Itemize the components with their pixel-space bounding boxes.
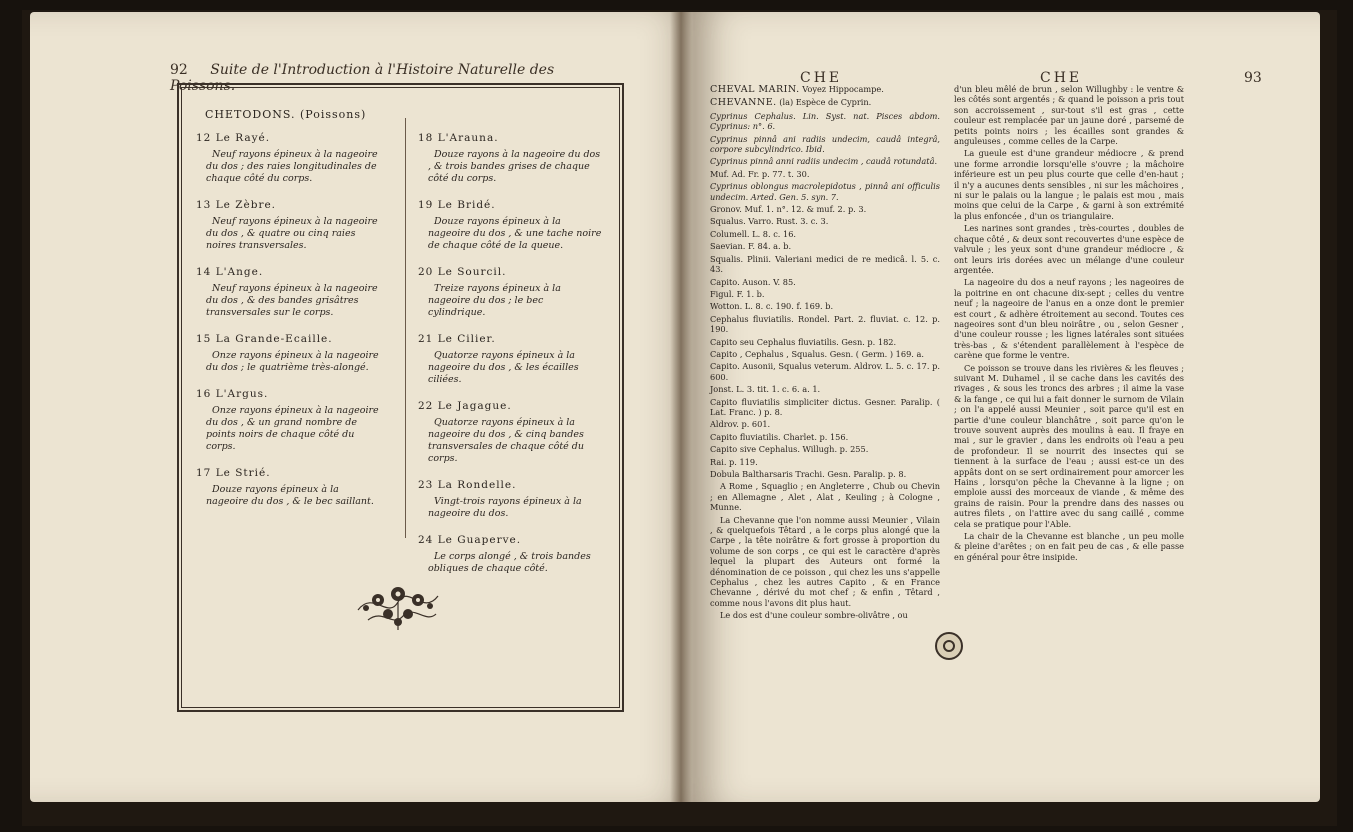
species-entry (196, 388, 381, 453)
species-entry (418, 132, 603, 185)
section-title: CHETODONS. (Poissons) (205, 108, 367, 121)
left-column-2 (418, 132, 603, 589)
paragraph (710, 301, 940, 311)
text: Dobula Baltharsaris Trachi. Gesn. Paralip. p. 8. (710, 469, 907, 479)
paragraph (710, 97, 940, 108)
paragraph (710, 457, 940, 467)
text: Squalus. Varro. Rust. 3. c. 3. (710, 216, 829, 227)
text: Gronov. Muf. 1. n°. 12. & muf. 2. p. 3. (710, 204, 867, 215)
text: Squalis. Plinii. Valeriani medici de re medicâ. l. 5. c. 43. (710, 253, 940, 275)
species-entry (418, 479, 603, 520)
species-title: 14 L'Ange. (196, 266, 264, 278)
species-entry (418, 266, 603, 319)
species-description: Neuf rayons épineux à la nageoire du dos , & quatre ou cinq raies noires transversales. (206, 216, 378, 251)
species-description: Neuf rayons épineux à la nageoire du dos ; des raies longitudinales de chaque côté du corps. (206, 149, 378, 184)
right-column-1 (710, 84, 940, 623)
species-title: 18 L'Arauna. (418, 132, 499, 144)
species-entry (196, 132, 381, 185)
species-description: Neuf rayons épineux à la nageoire du dos , & des bandes grisâtres transversales sur le corps. (206, 283, 378, 318)
paragraph (710, 515, 940, 609)
paragraph (710, 384, 940, 394)
species-entry (196, 199, 381, 252)
species-description: Quatorze rayons épineux à la nageoire du dos , & les écailles ciliées. (428, 350, 579, 385)
text: Figul. F. 1. b. (710, 288, 765, 299)
body-text: A Rome , Squaglio ; en Angleterre , Chub ou Chevin ; en Allemagne , Alet , Alat , Keuling ; à Cologne , Munne. (710, 481, 940, 513)
body-text: Le dos est d'une couleur sombre-olivâtre , ou (720, 610, 908, 621)
text: Saevian. F. 84. a. b. (710, 241, 792, 252)
paragraph (710, 432, 940, 442)
species-title: 24 Le Guaperve. (418, 534, 522, 546)
paragraph (710, 361, 940, 382)
paragraph (710, 156, 940, 166)
species-description: Vingt-trois rayons épineux à la nageoire du dos. (428, 496, 582, 519)
text: Aldrov. p. 601. (710, 419, 771, 430)
paragraph (954, 223, 1184, 275)
text: d'un bleu mêlé de brun , selon Willughby : le ventre & les côtés sont argentés ; & quand le poisson a pris tout son accroissement , sur-tout s'il est gras , cette couleur est remplacée par un jaune doré , parsemé de petits points noirs ; les écailles sont grandes & anguleuses , comme celles de la Carpe. (954, 84, 1184, 147)
floral-ornament-icon (348, 570, 448, 634)
paragraph (710, 254, 940, 275)
species-entry (418, 333, 603, 386)
text: Capito. Ausonii, Squalus veterum. Aldrov. L. 5. c. 17. p. 600. (710, 361, 940, 382)
running-head-left-word: CHE (800, 70, 843, 86)
species-description: Treize rayons épineux à la nageoire du dos ; le bec cylindrique. (428, 283, 561, 318)
species-title: 12 Le Rayé. (196, 132, 271, 144)
gutter (670, 12, 692, 802)
species-description: Douze rayons épineux à la nageoire du dos , & une tache noire de chaque côté de la queue. (428, 216, 602, 251)
species-title: 15 La Grande-Ecaille. (196, 333, 333, 345)
species-title: 22 Le Jagague. (418, 400, 512, 412)
paragraph (710, 419, 940, 429)
column-divider (405, 118, 406, 538)
paragraph (710, 241, 940, 251)
paragraph (954, 531, 1184, 562)
species-entry (418, 400, 603, 465)
left-running-title: Suite de l'Introduction à l'Histoire Naturelle des Poissons. (170, 62, 555, 94)
paragraph (954, 363, 1184, 530)
body-text: Ce poisson se trouve dans les rivières & les fleuves ; suivant M. Duhamel , il se cache dans les cavités des rivages , & sous les troncs des arbres ; il aime la vase & la fange , ce qui lui a fait donner le surnom de Vilain ; on l'a appelé aussi Meunier , soit parce qu'il est en partie d'une couleur blanchâtre , soit parce qu'on le trouve souvent auprès des moulins à eau. Il fraye en mai , sur le gravier , dans les endroits où l'eau a peu de profondeur. Il se nourrit des insectes qui se tiennent à la surface de l'eau ; aussi est-ce un des appâts dont on se sert ordinairement pour amorcer les Hains , lorsqu'on pêche la Chevanne à la ligne ; on emploie aussi des morceaux de viande , & même des grains de raisin. Pour la prendre dans des nasses ou autres filets , on l'attire avec du sang caillé , comme cela se pratique pour l'Able. (954, 362, 1184, 529)
species-entry (196, 266, 381, 319)
paragraph (710, 337, 940, 347)
species-title: 16 L'Argus. (196, 388, 269, 400)
left-column-1 (196, 132, 381, 522)
headword: CHEVANNE. (710, 97, 777, 109)
species-description: Le corps alongé , & trois bandes obliques de chaque côté. (428, 551, 591, 574)
paragraph (710, 204, 940, 214)
text: Capito seu Cephalus fluviatilis. Gesn. p. 182. (710, 336, 897, 347)
citation: Cyprinus pinnâ ani radiis undecim, caudâ integrâ, corpore subcylindrico. Ibid. (710, 133, 940, 155)
paragraph (710, 181, 940, 202)
citation: Cyprinus Cephalus. Lin. Syst. nat. Pisces abdom. Cyprinus: n°. 6. (710, 110, 940, 132)
body-text: La nageoire du dos a neuf rayons ; les nageoires de la poitrine en ont chacune dix-sept ; celles du ventre neuf ; la nageoire de l'anus en a onze dont le premier est court , & adhère étroitement au second. Toutes ces nageoires sont d'un bleu noirâtre , ou , selon Gesner , d'une couleur rousse ; les lignes latérales sont situées très-bas , & s'étendent parallèlement à l'espèce de carène que forme le ventre. (954, 277, 1184, 361)
paragraph (954, 84, 1184, 146)
species-title: 19 Le Bridé. (418, 199, 496, 211)
body-text: La Chevanne que l'on nomme aussi Meunier , Vilain , & quelquefois Têtard , a le corps plus alongé que la Carpe , la tête noirâtre & fort grosse à proportion du volume de son corps , ce qui est le caractère d'après lequel la plupart des Auteurs ont formé la dénomination de ce poisson , qui chez les uns s'appelle Cephalus , chez les autres Capito , & en France Chevanne , dérivé du mot chef ; & enfin , Têtard , comme nous l'avons dit plus haut. (710, 514, 940, 608)
text: Capito. Auson. V. 85. (710, 276, 796, 287)
citation: Cyprinus pinnâ anni radiis undecim , caudâ rotundatâ. (710, 156, 938, 167)
text: Columell. L. 8. c. 16. (710, 228, 797, 239)
right-page-number: 93 (1244, 70, 1262, 86)
paragraph (710, 134, 940, 155)
body-text: La chair de la Chevanne est blanche , un peu molle & pleine d'arêtes ; on en fait peu de cas , & elle passe en général pour être insipide. (954, 531, 1184, 562)
text: Capito sive Cephalus. Willugh. p. 255. (710, 444, 869, 455)
right-column-2 (954, 84, 1184, 564)
text: Capito fluviatilis simpliciter dictus. Gesner. Paralip. ( Lat. Franc. ) p. 8. (710, 396, 940, 417)
body-text: Les narines sont grandes , très-courtes , doubles de chaque côté , & deux sont recouvertes d'une espèce de valvule ; les yeux sont d'une grandeur médiocre , & ont leurs iris dorées avec un mélange d'une couleur argentée. (954, 223, 1184, 275)
headword: CHEVAL MARIN. (710, 84, 800, 95)
paragraph (710, 169, 940, 179)
paragraph (710, 444, 940, 454)
paragraph (710, 397, 940, 418)
paragraph (710, 111, 940, 132)
running-head-right-word: CHE (1040, 70, 1083, 86)
species-description: Douze rayons à la nageoire du dos , & trois bandes grises de chaque côté du corps. (428, 149, 601, 184)
paragraph (710, 229, 940, 239)
paragraph (710, 349, 940, 359)
paragraph (710, 469, 940, 479)
paragraph (710, 610, 940, 620)
species-description: Onze rayons épineux à la nageoire du dos , & un grand nombre de points noirs de chaque côté du corps. (206, 405, 379, 452)
species-description: Quatorze rayons épineux à la nageoire du dos , & cinq bandes transversales de chaque côté du corps. (428, 417, 585, 464)
citation: Cyprinus oblongus macrolepidotus , pinnâ ani officulis undecim. Arted. Gen. 5. syn. 7. (710, 181, 940, 202)
text: Capito , Cephalus , Squalus. Gesn. ( Germ. ) 169. a. (710, 348, 924, 359)
text: Rai. p. 119. (710, 456, 758, 467)
species-entry (196, 333, 381, 374)
body-text: La gueule est d'une grandeur médiocre , & prend une forme arrondie lorsqu'elle s'ouvre ; la mâchoire inférieure est un peu plus courte que celle d'en-haut ; il n'y a aucunes dents sensibles , ni sur les mâchoires , ni sur le palais ou la langue ; le palais est mou , mais moins que celui de la Carpe , & garni à son extrémité la plus enfoncée , d'un os triangulaire. (954, 148, 1184, 221)
paragraph (710, 216, 940, 226)
text: Jonst. L. 3. tit. 1. c. 6. a. 1. (710, 384, 821, 395)
paragraph (710, 277, 940, 287)
species-entry (418, 534, 603, 575)
text: (la) Espèce de Cyprin. (776, 97, 872, 108)
library-stamp-icon (935, 632, 963, 660)
species-title: 23 La Rondelle. (418, 479, 517, 491)
paragraph (954, 148, 1184, 221)
paragraph (710, 314, 940, 335)
species-description: Onze rayons épineux à la nageoire du dos ; le quatrième très-alongé. (206, 350, 379, 373)
text: Voyez Hippocampe. (799, 84, 884, 94)
paragraph (954, 277, 1184, 360)
species-entry (418, 199, 603, 252)
paragraph (710, 481, 940, 512)
text: Cephalus fluviatilis. Rondel. Part. 2. fluviat. c. 12. p. 190. (710, 313, 940, 335)
left-page-number: 92 (170, 62, 188, 78)
species-title: 20 Le Sourcil. (418, 266, 507, 278)
species-title: 21 Le Cilier. (418, 333, 496, 345)
species-title: 13 Le Zèbre. (196, 199, 277, 211)
text: Capito fluviatilis. Charlet. p. 156. (710, 431, 849, 442)
species-title: 17 Le Strié. (196, 467, 271, 479)
paragraph (710, 84, 940, 95)
paragraph (710, 289, 940, 299)
text: Muf. Ad. Fr. p. 77. t. 30. (710, 168, 810, 179)
species-entry (196, 467, 381, 508)
text: Wotton. L. 8. c. 190. f. 169. b. (710, 301, 834, 312)
species-description: Douze rayons épineux à la nageoire du dos , & le bec saillant. (206, 484, 374, 507)
